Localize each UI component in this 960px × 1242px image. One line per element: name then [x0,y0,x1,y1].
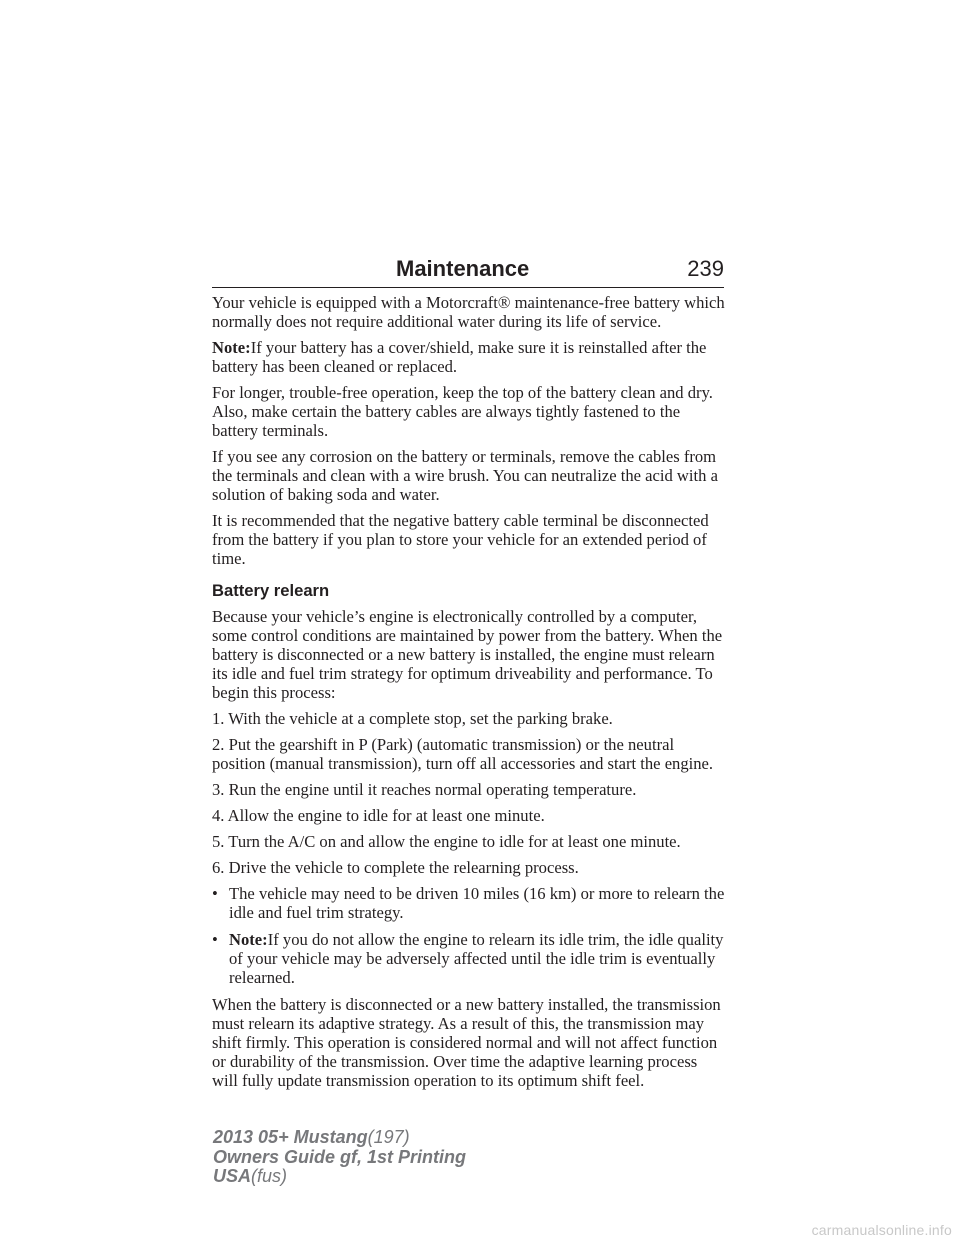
transmission-paragraph: When the battery is disconnected or a new battery installed, the transmission must relearn its adaptive strategy. As a result of this, the transmission may shift firmly. This operation is considered normal and will not affect function or durability of the transmission. Over time the adaptive learning process will fully update transmission operation to its optimum shift feel. [212,995,721,1090]
paragraph-corrosion: If you see any corrosion on the battery or terminals, remove the cables from the terminals and clean with a wire brush. You can neutralize the acid with a solution of baking soda and water. [212,447,718,504]
note-text: If your battery has a cover/shield, make sure it is reinstalled after the battery has been cleaned or replaced. [212,338,707,376]
footer-code: (197) [367,1127,410,1147]
page-number: 239 [687,256,724,281]
bullet-item-note [212,930,727,987]
watermark-text: carmanualsonline.info [811,1222,952,1238]
footer-model: 2013 05+ Mustang [213,1127,368,1147]
note-paragraph [212,338,727,376]
bullet-item-distance [212,884,727,922]
footer-line-2: Owners Guide gf, 1st Printing [213,1146,467,1167]
bullet-note-label: Note: [229,930,268,949]
footer-market-code: (fus) [251,1166,288,1186]
relearn-step-6: 6. Drive the vehicle to complete the relearning process. [212,858,579,877]
footer-market: USA [213,1166,252,1186]
relearn-step-3: 3. Run the engine until it reaches normal operating temperature. [212,780,637,799]
bullet-note-text: If you do not allow the engine to relearn its idle trim, the idle quality of your vehicle may be adversely affected until the idle trim is eventually relearned. [229,930,724,987]
bullet-icon: • [212,884,218,903]
bullet-icon: • [212,930,218,949]
relearn-step-4: 4. Allow the engine to idle for at least one minute. [212,806,545,825]
relearn-step-1: 1. With the vehicle at a complete stop, set the parking brake. [212,709,613,728]
relearn-step-2: 2. Put the gearshift in P (Park) (automatic transmission) or the neutral position (manual transmission), turn off all accessories and start the engine. [212,735,714,773]
intro-paragraph: Your vehicle is equipped with a Motorcraft® maintenance-free battery which normally does not require additional water during its life of service. [212,293,725,331]
bullet-text: The vehicle may need to be driven 10 miles (16 km) or more to relearn the idle and fuel trim strategy. [229,884,725,922]
page-header [212,255,724,288]
section-title: Maintenance [396,256,530,281]
note-label: Note: [212,338,251,357]
print-footer [213,1128,466,1187]
page-content [212,293,727,1098]
footer-line-3 [213,1167,466,1187]
relearn-intro: Because your vehicle’s engine is electronically controlled by a computer, some control conditions are maintained by power from the battery. When the battery is disconnected or a new battery is installed, the engine must relearn its idle and fuel trim strategy for optimum driveability and performance. To begin this process: [212,607,723,702]
footer-line-1 [213,1128,466,1148]
relearn-step-5: 5. Turn the A/C on and allow the engine to idle for at least one minute. [212,832,681,851]
battery-relearn-heading: Battery relearn [212,581,330,600]
paragraph-battery-clean: For longer, trouble-free operation, keep the top of the battery clean and dry. Also, make certain the battery cables are always tightly fastened to the battery terminals. [212,383,713,440]
paragraph-storage: It is recommended that the negative battery cable terminal be disconnected from the battery if you plan to store your vehicle for an extended period of time. [212,511,709,568]
